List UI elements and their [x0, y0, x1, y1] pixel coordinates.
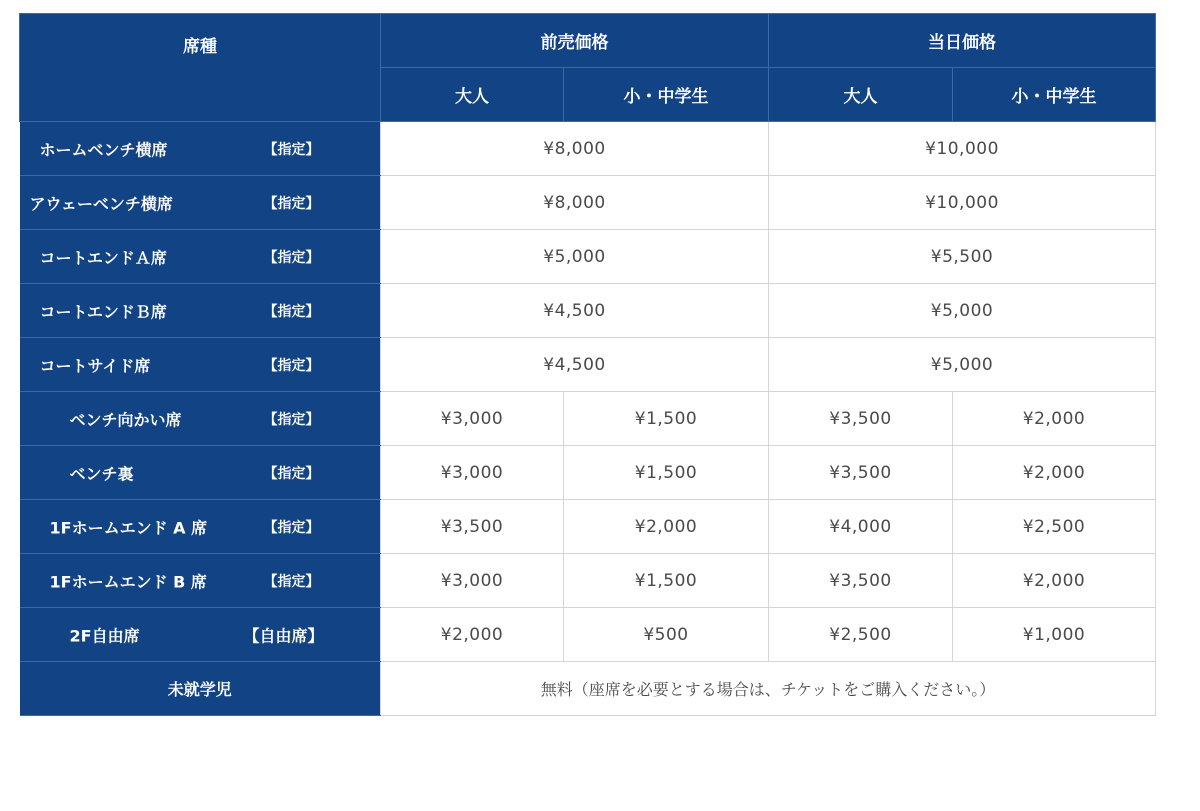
price-table-container: [19, 13, 1155, 716]
seat-type-header: 席種: [20, 14, 381, 122]
seat-label-cell: [20, 392, 381, 446]
seat-label-cell: [20, 284, 381, 338]
advance-student-price: ¥1,500: [564, 554, 769, 608]
preschool-label: 未就学児: [20, 662, 381, 716]
advance-price: ¥5,000: [381, 230, 769, 284]
advance-student-header: 小・中学生: [564, 68, 769, 122]
seat-tag: 【指定】: [263, 519, 320, 536]
seat-name: コートエンドＡ席: [39, 248, 167, 267]
seat-tag: 【指定】: [263, 195, 320, 212]
table-row: [20, 176, 1156, 230]
advance-adult-price: ¥3,000: [381, 554, 564, 608]
table-row: [20, 446, 1156, 500]
seat-name: ベンチ裏: [69, 464, 134, 483]
seat-name: コートエンドＢ席: [39, 302, 167, 321]
seat-name: コートサイド席: [39, 356, 151, 375]
sameday-price: ¥5,000: [769, 284, 1156, 338]
sameday-adult-price: ¥3,500: [769, 554, 953, 608]
seat-label-cell: [20, 446, 381, 500]
advance-price: ¥4,500: [381, 338, 769, 392]
seat-label-cell: [20, 608, 381, 662]
seat-tag: 【指定】: [263, 141, 320, 158]
sameday-adult-price: ¥4,000: [769, 500, 953, 554]
advance-student-price: ¥2,000: [564, 500, 769, 554]
seat-tag: 【指定】: [263, 249, 320, 266]
advance-adult-price: ¥3,000: [381, 446, 564, 500]
sameday-adult-header: 大人: [769, 68, 953, 122]
sameday-adult-price: ¥2,500: [769, 608, 953, 662]
seat-name: 1Fホームエンド A 席: [49, 518, 208, 537]
sameday-price-header: 当日価格: [769, 14, 1156, 68]
seat-label-cell: [20, 122, 381, 176]
sameday-price: ¥10,000: [769, 122, 1156, 176]
table-row: [20, 608, 1156, 662]
table-row: [20, 338, 1156, 392]
seat-tag: 【指定】: [263, 573, 320, 590]
seat-tag: 【指定】: [263, 303, 320, 320]
advance-adult-price: ¥2,000: [381, 608, 564, 662]
seat-label-cell: [20, 338, 381, 392]
advance-student-price: ¥1,500: [564, 392, 769, 446]
seat-label-cell: [20, 554, 381, 608]
table-row: [20, 554, 1156, 608]
sameday-student-price: ¥2,000: [953, 392, 1156, 446]
sameday-price: ¥5,500: [769, 230, 1156, 284]
seat-label-cell: [20, 500, 381, 554]
header-row-1: [20, 14, 1156, 68]
seat-name: 1Fホームエンド B 席: [49, 572, 207, 591]
seat-tag: 【自由席】: [243, 626, 324, 645]
sameday-student-price: ¥2,000: [953, 446, 1156, 500]
advance-price-header: 前売価格: [381, 14, 769, 68]
table-row: [20, 230, 1156, 284]
sameday-price: ¥10,000: [769, 176, 1156, 230]
preschool-note: 無料（座席を必要とする場合は、チケットをご購入ください。）: [381, 662, 1156, 716]
advance-adult-header: 大人: [381, 68, 564, 122]
advance-adult-price: ¥3,000: [381, 392, 564, 446]
seat-name: ベンチ向かい席: [69, 410, 182, 429]
seat-name: アウェーベンチ横席: [29, 194, 173, 213]
seat-tag: 【指定】: [263, 357, 320, 374]
table-row: [20, 662, 1156, 716]
table-row: [20, 500, 1156, 554]
seat-label-cell: [20, 230, 381, 284]
seat-tag: 【指定】: [263, 465, 320, 482]
sameday-adult-price: ¥3,500: [769, 392, 953, 446]
seat-name: ホームベンチ横席: [39, 140, 168, 159]
advance-price: ¥8,000: [381, 122, 769, 176]
advance-price: ¥4,500: [381, 284, 769, 338]
sameday-price: ¥5,000: [769, 338, 1156, 392]
table-row: [20, 392, 1156, 446]
sameday-adult-price: ¥3,500: [769, 446, 953, 500]
sameday-student-price: ¥2,000: [953, 554, 1156, 608]
advance-price: ¥8,000: [381, 176, 769, 230]
seat-label-cell: [20, 176, 381, 230]
table-row: [20, 284, 1156, 338]
advance-student-price: ¥1,500: [564, 446, 769, 500]
sameday-student-header: 小・中学生: [953, 68, 1156, 122]
sameday-student-price: ¥1,000: [953, 608, 1156, 662]
sameday-student-price: ¥2,500: [953, 500, 1156, 554]
seat-tag: 【指定】: [263, 411, 320, 428]
table-row: [20, 122, 1156, 176]
seat-name: 2F自由席: [69, 626, 140, 645]
advance-adult-price: ¥3,500: [381, 500, 564, 554]
advance-student-price: ¥500: [564, 608, 769, 662]
ticket-price-table: [19, 13, 1156, 716]
